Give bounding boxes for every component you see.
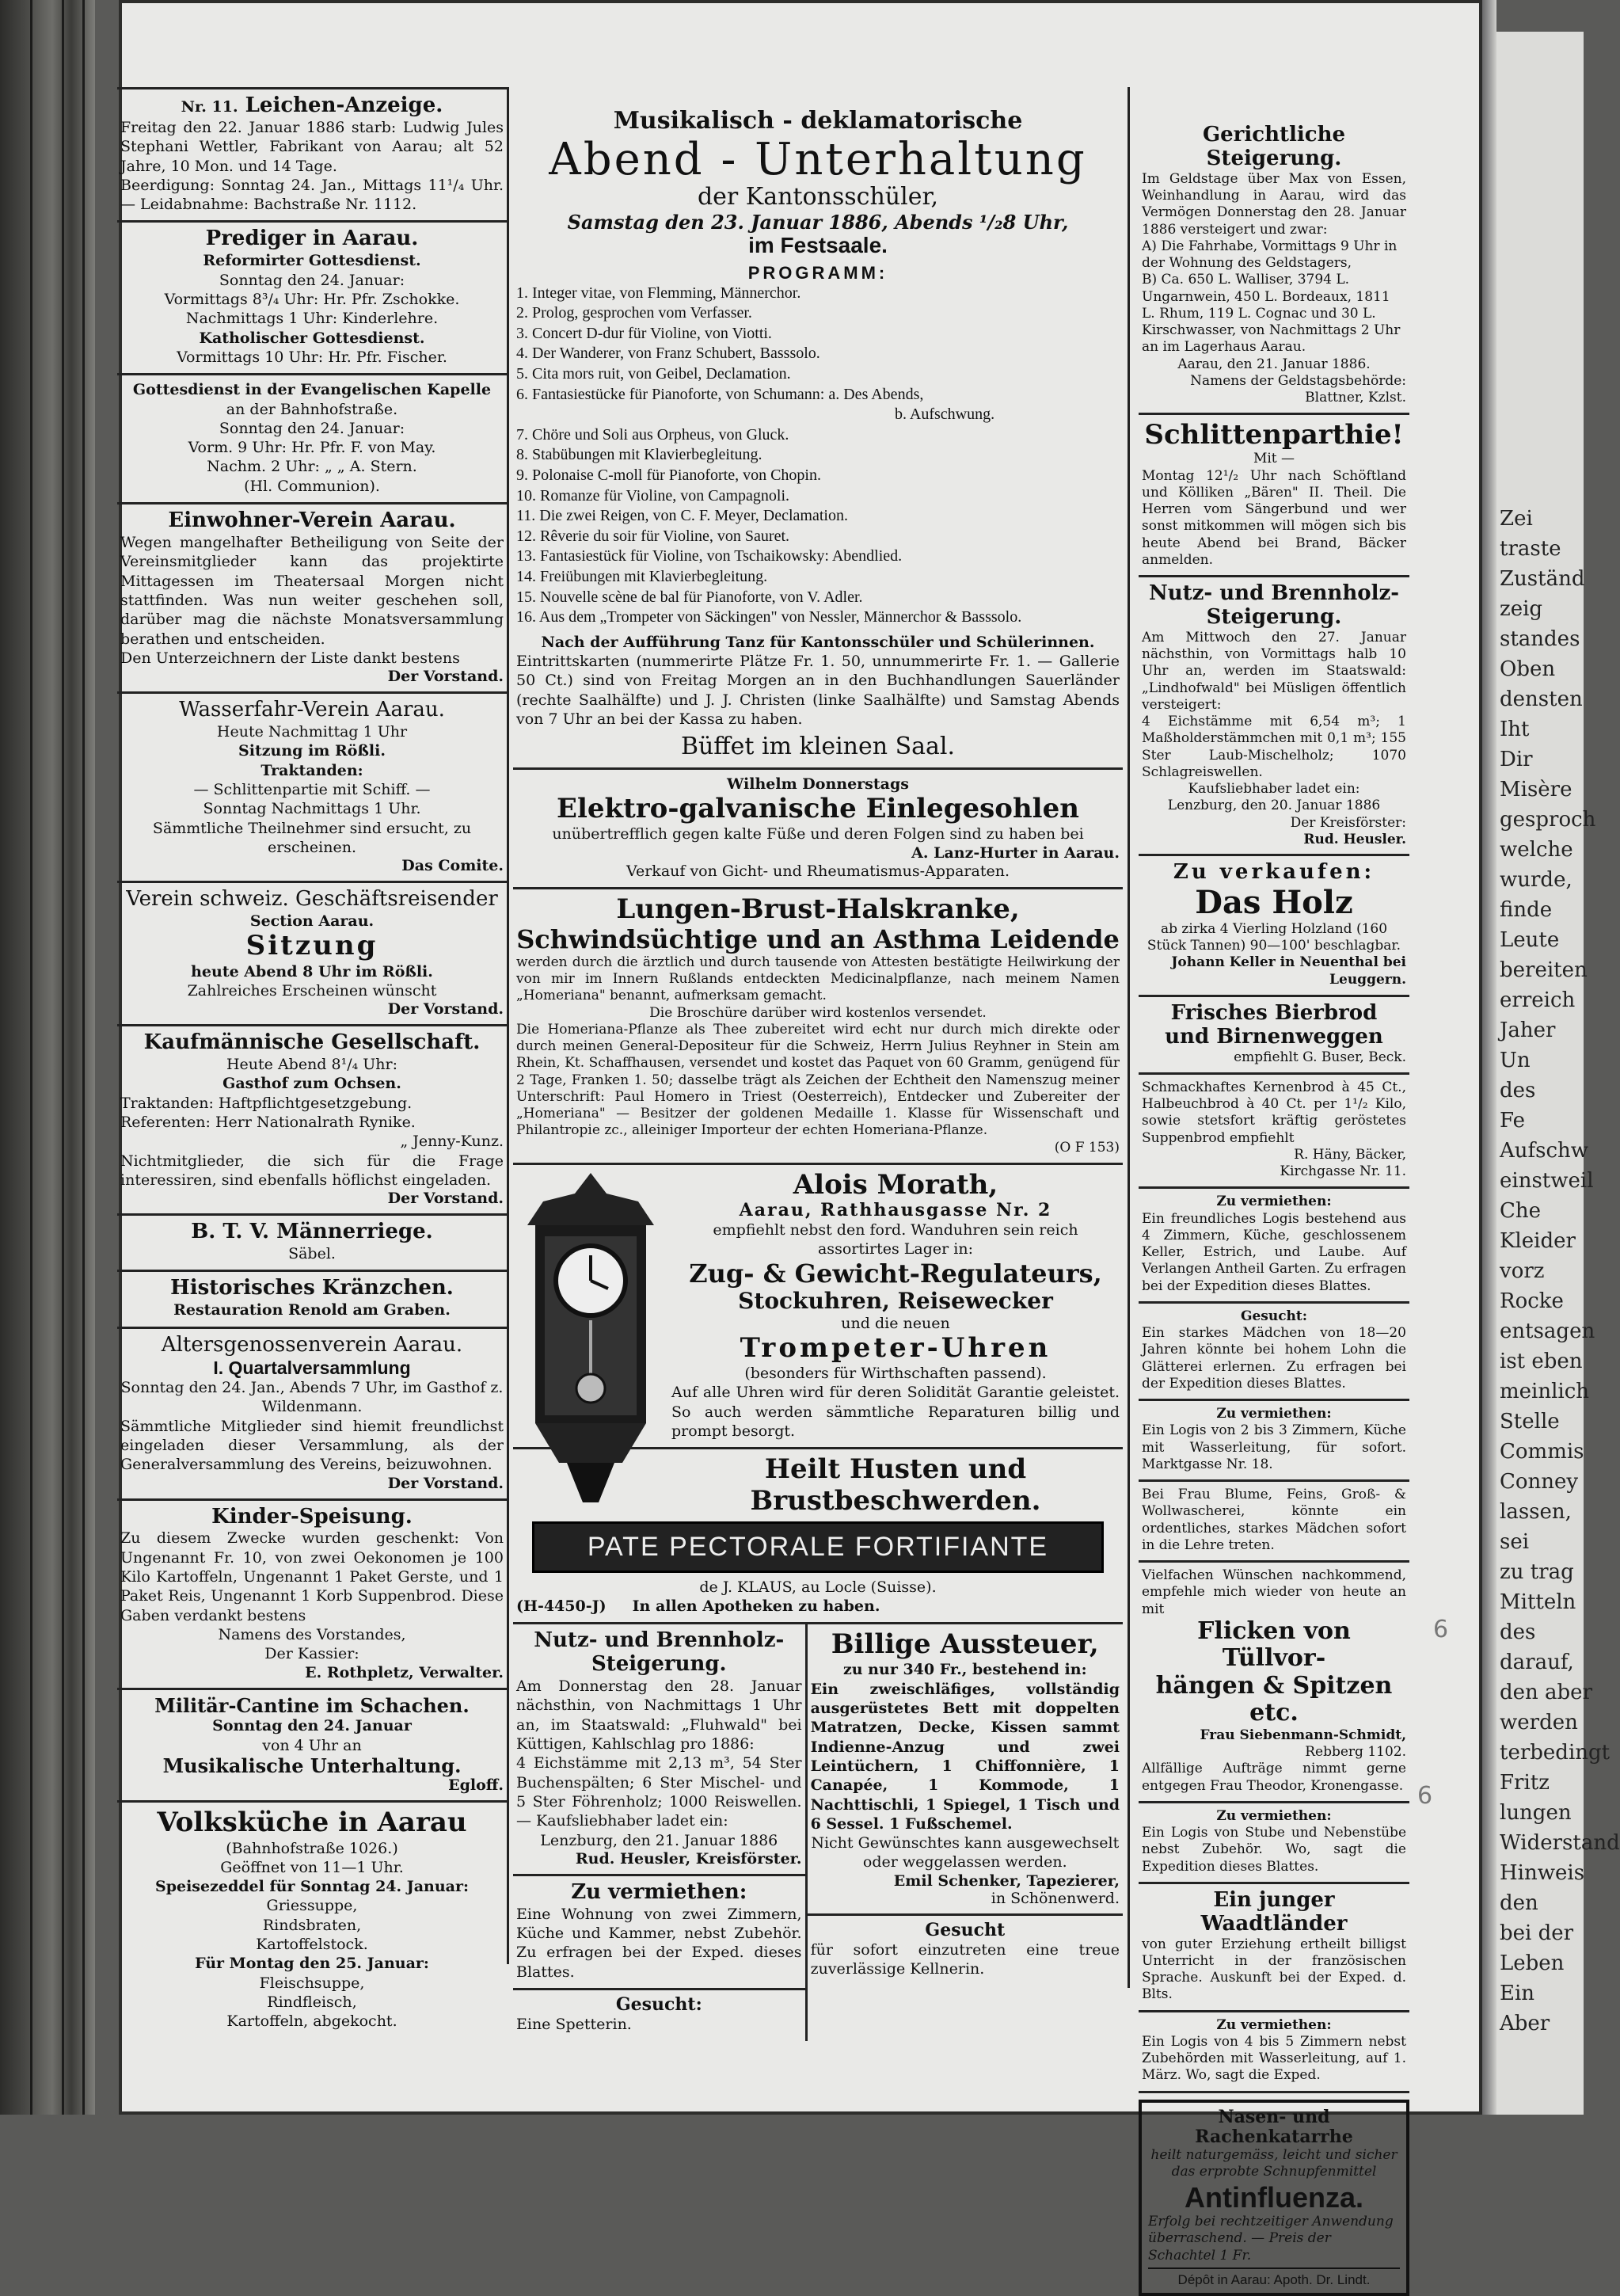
facing-page-text: ist eben — [1500, 1350, 1583, 1373]
vermieten2-ad — [1139, 1189, 1409, 1304]
alters-sub: I. Quartalversammlung — [213, 1357, 411, 1378]
waadt-body: von guter Erziehung ertheilt billigst Unterricht in der französischen Sprache. Auskunft bei der Exped. d. Blts. — [1142, 1936, 1406, 2003]
vermieten4-ad — [1139, 1803, 1409, 1884]
flicken-sig: Frau Siebenmann-Schmidt, — [1200, 1727, 1406, 1743]
facing-page-text: Commis — [1500, 1440, 1584, 1464]
facing-page-text: Zei — [1500, 507, 1533, 531]
facing-page-text: den — [1500, 1891, 1538, 1915]
facing-page-text: Fritz — [1500, 1771, 1550, 1795]
antinf-pre: Nasen- und Rachenkatarrhe — [1195, 2106, 1353, 2147]
prog-item-1: 1. Integer vitae, von Flemming, Männerchor. — [516, 284, 801, 302]
husten-foot: In allen Apotheken zu haben. — [632, 1597, 880, 1615]
nutz1-body: Am Mittwoch den 27. Januar nächsthin, von Vormittags halb 10 Uhr an, werden im Staatswald: „Lindhofwald" bei Müsligen öffentlich versteigert: — [1142, 629, 1406, 713]
antinf-title: Antinfluenza. — [1185, 2180, 1363, 2214]
facing-page-text: Conney — [1500, 1470, 1579, 1494]
facing-page-text: des — [1500, 1079, 1536, 1102]
kinder-sig3: E. Rothpletz, Verwalter. — [305, 1663, 504, 1681]
facing-page-text: zeig — [1500, 597, 1543, 621]
kinder-title: Kinder-Speisung. — [211, 1504, 413, 1529]
kernenbrod-sig2: Kirchgasse Nr. 11. — [1280, 1163, 1406, 1180]
morath-line5: (besonders für Wirthschaften passend). — [744, 1365, 1047, 1383]
morath-line2: Stockuhren, Reisewecker — [738, 1287, 1053, 1314]
geschaeft-sig: Der Vorstand. — [387, 1000, 504, 1019]
steigerung-ad — [1139, 119, 1409, 415]
verkaufen-title: Zu verkaufen: — [1173, 859, 1375, 884]
nutz1-body2: 4 Eichstämme mit 6,54 m³; 1 Maßholderstämmchen mit 0,1 m³; 155 Ster Laub-Mischelholz; 1070 Schlagreiswellen. — [1142, 714, 1406, 780]
kaufm-line-5: „ Jenny-Kunz. — [400, 1133, 504, 1151]
facing-page-text: finde — [1500, 898, 1553, 922]
einwohner-title: Einwohner-Verein Aarau. — [168, 508, 456, 533]
facing-page-text: lungen — [1500, 1801, 1572, 1825]
aussteuer-body2: Nicht Gewünschtes kann ausgewechselt oder weggelassen werden. — [811, 1834, 1120, 1871]
volks-line-10: Kartoffeln, abgekocht. — [226, 2012, 397, 2031]
einwohner-ad — [117, 505, 507, 694]
wasserfahr-line-4: — Schlittenpartie mit Schiff. — — [193, 781, 431, 798]
antinf-body2: Erfolg bei rechtzeitiger Anwendung überraschend. — Preis der Schachtel 1 Fr. — [1148, 2214, 1394, 2264]
volks-line-3: Speisezeddel für Sonntag 24. Januar: — [154, 1878, 470, 1896]
vermieten4-body: Ein Logis von Stube und Nebenstübe nebst Zubehör. Wo, sagt die Expedition dieses Blattes. — [1142, 1825, 1406, 1875]
vermieten3-ad — [1139, 1401, 1409, 1482]
wasserfahr-line-1: Heute Nachmittag 1 Uhr — [216, 723, 408, 741]
volks-line-7: Für Montag den 25. Januar: — [195, 1955, 429, 1973]
vermieten2-title: Zu vermiethen: — [1216, 1194, 1332, 1210]
lungen-code: (O F 153) — [1054, 1139, 1120, 1156]
btv-sub: Säbel. — [288, 1245, 336, 1263]
flicken-title1: Flicken von Tüllvor- — [1197, 1616, 1351, 1673]
evangel-line-1: an der Bahnhofstraße. — [226, 400, 398, 418]
antinf-depot: Dépôt in Aarau: Apoth. Dr. Lindt. — [1148, 2267, 1400, 2288]
elektro-ad — [513, 770, 1123, 889]
prog-item-14: 14. Freiübungen mit Klavierbegleitung. — [516, 567, 768, 585]
prog-item-16: 16. Aus dem „Trompeter von Säckingen" von Nessler, Männerchor & Basssolo. — [516, 608, 1022, 626]
facing-page-text: meinlich — [1500, 1380, 1590, 1403]
facing-page-text: Widerstand — [1500, 1831, 1620, 1855]
facing-page-text: sei — [1500, 1530, 1530, 1554]
kraenzchen-ad — [117, 1272, 507, 1328]
leichen-body: Freitag den 22. Januar 1886 starb: Ludwig Jules Stephani Wettler, Fabrikant von Aarau; alt 52 Jahre, 10 Mon. und 14 Tage. — [120, 118, 504, 175]
pencil-mark-1: 6 — [1433, 1616, 1449, 1643]
abend-of: der Kantonsschüler, — [697, 183, 939, 211]
blume-body: Bei Frau Blume, Feins, Groß- & Wollwascherei, könnte ein ordentliches, starkes Mädchen sofort in die Lehre treten. — [1142, 1487, 1406, 1553]
kinder-ad — [117, 1501, 507, 1690]
column-rule-left — [507, 87, 509, 1964]
prediger-ad — [117, 223, 507, 375]
nutz2-title2: Steigerung. — [591, 1652, 727, 1677]
kernenbrod-ad — [1139, 1075, 1409, 1190]
abend-buffet: Büffet im kleinen Saal. — [680, 733, 956, 761]
vermieten5-body: Ein Logis von 4 bis 5 Zimmern nebst Zubehörden mit Wasserleitung, auf 1. März. Wo, sagt die Exped. — [1142, 2033, 1406, 2084]
kernenbrod-sig: R. Häny, Bäcker, — [1294, 1146, 1406, 1163]
nutz1-sig: Der Kreisförster: — [1290, 814, 1406, 831]
kath-title: Katholischer Gottesdienst. — [199, 329, 425, 347]
wasserfahr-line-5: Sonntag Nachmittags 1 Uhr. — [203, 800, 421, 818]
elektro-pre: Wilhelm Donnerstags — [727, 775, 909, 793]
leichen-nr: Nr. 11. — [181, 98, 238, 116]
morath-addr: Aarau, Rathhausgasse Nr. 2 — [739, 1199, 1052, 1220]
bierbrod-title2: und Birnenweggen — [1165, 1024, 1383, 1049]
elektro-seller: A. Lanz-Hurter in Aarau. — [911, 843, 1120, 862]
facing-page-text: Misère — [1500, 778, 1572, 802]
abend-pre: Musikalisch - deklamatorische — [613, 107, 1023, 135]
abend-tanz: Nach der Aufführung Tanz für Kantonsschüler und Schülerinnen. — [541, 633, 1095, 651]
prog-item-6: 6. Fantasiestücke für Pianoforte, von Schumann: a. Des Abends, — [516, 385, 924, 403]
ref-line-1: Sonntag den 24. Januar: — [219, 271, 405, 289]
elektro-foot: Verkauf von Gicht- und Rheumatismus-Apparaten. — [626, 862, 1010, 880]
kaufm-line-2: Gasthof zum Ochsen. — [222, 1075, 401, 1093]
prog-item-4: 4. Der Wanderer, von Franz Schubert, Basssolo. — [516, 345, 820, 363]
left-column — [117, 87, 507, 2038]
aussteuer-body: Ein zweischläfiges, vollständig ausgerüstetes Bett mit doppelten Matratzen, Decke, Kissen sammt Indienne-Anzug und zwei Leintüchern, 1 Chiffonnière, 1 Canapée, 1 Kommode, 1 Nachttischli, 1 Spiegel, 1 Tisch und 6 Sessel. 1 Fußschemel. — [810, 1680, 1120, 1833]
prog-item-9: 9. Polonaise C-moll für Pianoforte, von Chopin. — [516, 466, 821, 485]
facing-page-text: Rocke — [1500, 1289, 1564, 1313]
gesucht1-body: Eine Spetterin. — [516, 2016, 632, 2034]
bierbrod-ad — [1139, 997, 1409, 1075]
facing-page-text: Fe — [1500, 1109, 1526, 1133]
kraenzchen-title: Historisches Kränzchen. — [170, 1276, 454, 1300]
geschaeft-line-1: heute Abend 8 Uhr im Rößli. — [191, 962, 433, 980]
facing-page-text: werden — [1500, 1711, 1578, 1734]
facing-page-text: welche — [1500, 838, 1573, 862]
husten-code-line — [516, 1597, 1120, 1616]
steigerung-body: Im Geldstage über Max von Essen, Weinhandlung in Aarau, wird das Vermögen Donnerstag den 28. Januar 1886 versteigert und zwar: — [1142, 170, 1406, 238]
lungen-title1: Lungen-Brust-Halskranke, — [616, 893, 1020, 925]
facing-page-text: erreich — [1500, 988, 1576, 1012]
steigerung-sig2: Blattner, Kzlst. — [1305, 390, 1406, 406]
morath-name: Alois Morath, — [793, 1168, 998, 1201]
flicken-title2: hängen & Spitzen etc. — [1155, 1671, 1393, 1727]
cantine-title: Militär-Cantine im Schachen. — [154, 1693, 470, 1717]
nutz2-ad — [513, 1624, 805, 1876]
wall-clock-illustration — [519, 1170, 662, 1510]
steigerung-sig: Namens der Geldstagsbehörde: — [1190, 372, 1406, 389]
btv-ad — [117, 1216, 507, 1272]
aussteuer-sig2: in Schönenwerd. — [991, 1889, 1120, 1907]
aussteuer-gesucht: Gesucht — [925, 1919, 1006, 1940]
elektro-body: unübertrefflich gegen kalte Füße und deren Folgen sind zu haben bei — [552, 825, 1084, 843]
facing-page-text: lassen, — [1500, 1500, 1572, 1524]
aussteuer-price: zu nur 340 Fr., bestehend in: — [842, 1661, 1087, 1679]
facing-page-text: Leben — [1500, 1951, 1565, 1975]
kinder-sig1: Namens des Vorstandes, — [218, 1626, 406, 1643]
wasserfahr-ad — [117, 694, 507, 883]
facing-page-text: vorz — [1500, 1259, 1545, 1283]
volks-ad — [117, 1803, 507, 2037]
facing-page-text: darauf, — [1500, 1651, 1574, 1674]
lungen-body3: Die Homeriana-Pflanze als Thee zubereitet wird echt nur durch mich direkte oder durch meinen General-Depositeur für die Schweiz, Herrn Julius Reyhner in Stein am Rhein, Kt. Schaffhausen, versendet und kostet das Paquet von 60 Gramm, genügend für 2 Tage, Franken 1. 50; dasselbe trägt als Zeichen der Echtheit den Namenszug meiner Unterschrift: Paul Homero in Triest (Oesterreich), Entdecker und Zubereiter der „Homeriana" — Besitzer der goldenen Medaille 1. Klasse für Wissenschaft und Philantropie zc., alleiniger Importeur der echten Homeriana-Pflanze. — [516, 1021, 1120, 1139]
nutz2-title1: Nutz- und Brennholz- — [534, 1628, 785, 1653]
einwohner-sig: Der Vorstand. — [387, 668, 504, 686]
geschaeft-ad — [117, 883, 507, 1026]
morath-line1: Zug- & Gewicht-Regulateurs, — [689, 1258, 1102, 1289]
facing-page-text: densten — [1500, 687, 1583, 711]
leichen-title: Leichen-Anzeige. — [245, 93, 443, 117]
prog-item-7: 7. Chöre und Soli aus Orpheus, von Gluck. — [516, 425, 789, 444]
antinfluenza-ad — [1139, 2100, 1409, 2296]
volks-line-5: Rindsbraten, — [262, 1916, 362, 1934]
nutz1-body3: Kaufsliebhaber ladet ein: — [1188, 781, 1360, 798]
geschaeft-line-2: Zahlreiches Erscheinen wünscht — [187, 981, 437, 1000]
middle-column — [513, 103, 1123, 2041]
nutz2-body2: 4 Eichstämme mit 2,13 m³, 54 Ster Buchenspälten; 6 Ster Mischel- und 5 Ster Föhrenholz; 1000 Reiswellen. — Kaufsliebhaber ladet ein: — [516, 1754, 802, 1830]
vermieten3-title: Zu vermiethen: — [1216, 1406, 1332, 1422]
flicken-ad — [1139, 1563, 1409, 1803]
aussteuer-ad — [808, 1624, 1123, 1916]
cantine-line-2: von 4 Uhr an — [262, 1736, 362, 1754]
volks-line-9: Rindfleisch, — [267, 1993, 357, 2012]
volks-line-8: Fleischsuppe, — [259, 1974, 365, 1992]
alters-ad — [117, 1329, 507, 1501]
facing-page-text: Iht — [1500, 718, 1530, 741]
facing-page-text: traste — [1500, 537, 1561, 561]
wasserfahr-line-6: Sämmtliche Theilnehmer sind ersucht, zu erscheinen. — [152, 819, 472, 856]
gesucht2-ad — [1139, 1304, 1409, 1401]
schlitten-body: Montag 12¹/₂ Uhr nach Schöftland und Kölliken „Bären" II. Theil. Die Herren vom Sängerbund und wer sonst mitkommen will mögen sich bis heute Abend bei Brand, Bäcker anmelden. — [1142, 467, 1406, 568]
evangel-title: Gottesdienst in der Evangelischen Kapelle — [132, 381, 492, 399]
wasserfahr-sig: Das Comite. — [401, 857, 504, 875]
leichen-burial: Beerdigung: Sonntag 24. Jan., Mittags 11¹/₄ Uhr. — Leidabnahme: Bachstraße Nr. 1112. — [120, 176, 504, 214]
abend-prog-title: PROGRAMM: — [747, 263, 888, 284]
husten-title: Heilt Husten und Brustbeschwerden. — [750, 1453, 1041, 1517]
facing-page-text: zu trag — [1500, 1560, 1574, 1584]
alters-line-1: Sonntag den 24. Jan., Abends 7 Uhr, im Gasthof z. Wildenmann. — [120, 1378, 504, 1416]
kaufm-line-6: Nichtmitglieder, die sich für die Frage interessiren, sind ebenfalls höflichst eingeladen. — [120, 1152, 504, 1189]
waadt-title: Ein junger Waadtländer — [1200, 1887, 1348, 1936]
facing-page-text: entsagen — [1500, 1319, 1595, 1343]
bierbrod-title1: Frisches Bierbrod — [1170, 1000, 1378, 1025]
elektro-title: Elektro-galvanische Einlegesohlen — [557, 793, 1079, 825]
facing-page-text: bei der — [1500, 1921, 1574, 1945]
prog-item-6b: b. Aufschwung. — [895, 406, 995, 424]
abend-place: im Festsaale. — [748, 233, 888, 258]
evangel-line-2: Sonntag den 24. Januar: — [219, 419, 405, 437]
evangel-line-3: Vorm. 9 Uhr: Hr. Pfr. F. von May. — [188, 439, 436, 457]
steigerung-b: B) Ca. 650 L. Walliser, 3794 L. Ungarnwein, 450 L. Bordeaux, 1811 L. Rhum, 119 L. Cognac und 30 L. Kirschwasser, von Nachmittags 2 Uhr an im Lagerhaus Aarau. — [1142, 272, 1401, 356]
volks-line-2: Geöffnet von 11—1 Uhr. — [220, 1858, 404, 1876]
facing-page-text: Kleider — [1500, 1229, 1576, 1253]
kaufm-line-1: Heute Abend 8¹/₄ Uhr: — [226, 1056, 398, 1074]
nutz1-sig2: Rud. Heusler. — [1303, 831, 1406, 847]
geschaeft-section: Section Aarau. — [249, 912, 375, 931]
mid-bottom-left — [513, 1624, 808, 2040]
prog-item-13: 13. Fantasiestück für Violine, von Tschaikowsky: Abendlied. — [516, 547, 903, 565]
verkaufen-body: ab zirka 4 Vierling Holzland (160 Stück Tannen) 90—100' beschlagbar. — [1147, 920, 1401, 954]
alters-title: Altersgenossenverein Aarau. — [161, 1332, 463, 1357]
kath-line: Vormittags 10 Uhr: Hr. Pfr. Fischer. — [177, 348, 447, 366]
vermieten5-title: Zu vermiethen: — [1216, 2016, 1332, 2033]
husten-code: (H-4450-J) — [516, 1597, 607, 1615]
facing-page-text: terbedingt — [1500, 1741, 1610, 1765]
facing-page-text: Aufschw — [1500, 1139, 1589, 1163]
facing-page-text: standes — [1500, 627, 1580, 651]
facing-page-text: Leute — [1500, 928, 1560, 952]
prog-item-2: 2. Prolog, gesprochen vom Verfasser. — [516, 304, 752, 322]
volks-line-1: (Bahnhofstraße 1026.) — [226, 1839, 398, 1857]
vermieten3-body: Ein Logis von 2 bis 3 Zimmern, Küche mit Wasserleitung, für sofort. Marktgasse Nr. 18. — [1142, 1422, 1406, 1472]
facing-page-text: Stelle — [1500, 1410, 1560, 1434]
volks-line-4: Griessuppe, — [266, 1897, 358, 1915]
prog-item-15: 15. Nouvelle scène de bal für Pianoforte, von V. Adler. — [516, 588, 863, 606]
morath-line4: Trompeter-Uhren — [740, 1332, 1051, 1365]
prog-item-11: 11. Die zwei Reigen, von C. F. Meyer, Declamation. — [516, 507, 848, 525]
prediger-title: Prediger in Aarau. — [205, 227, 419, 251]
nutz2-sig: Rud. Heusler, Kreisförster. — [575, 1849, 802, 1868]
aussteuer-sig: Emil Schenker, Tapezierer, — [893, 1871, 1120, 1890]
prog-item-8: 8. Stabübungen mit Klavierbegleitung. — [516, 446, 762, 464]
vermieten2-body: Ein freundliches Logis bestehend aus 4 Zimmern, Küche, geschlossenem Keller, Estrich, und Laube. Auf Verlangen Antheil Garten. Zu erfragen bei der Expedition dieses Blattes. — [1142, 1210, 1406, 1294]
nutz1-title1: Nutz- und Brennholz- — [1148, 581, 1400, 606]
steigerung-a: A) Die Fahrhabe, Vormittags 9 Uhr in der Wohnung des Geldstagers, — [1142, 238, 1398, 272]
nutz1-ad — [1139, 577, 1409, 856]
abend-tickets: Eintrittskarten (nummerirte Plätze Fr. 1. 50, unnummerirte Fr. 1. — Gallerie 50 Ct.) sind von Freitag Morgen an in den Buchhandlungen Sauerländer (rechte Saalhälfte) und J. J. Christen (linke Saalhälfte) und Samstag Abends von 7 Uhr an bei der Kassa zu haben. — [516, 653, 1120, 729]
facing-page-text: bereiten — [1500, 958, 1588, 982]
gesucht1-title: Gesucht: — [615, 1993, 702, 2015]
steigerung-title: Gerichtliche Steigerung. — [1202, 123, 1346, 170]
aussteuer-title: Billige Aussteuer, — [831, 1628, 1099, 1661]
facing-page-text: Jaher — [1500, 1019, 1556, 1042]
facing-page-text: Oben — [1500, 657, 1556, 681]
facing-page-text: des — [1500, 1620, 1536, 1644]
facing-page-text: wurde, — [1500, 868, 1572, 892]
prog-item-3: 3. Concert D-dur für Violine, von Viotti. — [516, 324, 772, 342]
waadt-ad — [1139, 1884, 1409, 2012]
facing-page-text: einstweil — [1500, 1169, 1594, 1193]
kaufm-line-3: Traktanden: Haftpflichtgesetzgebung. — [120, 1094, 413, 1112]
abend-title: Abend - Unterhaltung — [549, 133, 1087, 185]
flicken-pre: Vielfachen Wünschen nachkommend, empfehle mich wieder von heute an mit — [1142, 1567, 1406, 1617]
morath-foot: Auf alle Uhren wird für deren Solidität Garantie geleistet. So auch werden sämmtliche Reparaturen billig und prompt besorgt. — [671, 1384, 1120, 1441]
wasserfahr-title: Wasserfahr-Verein Aarau. — [179, 698, 445, 722]
evangel-line-5: (Hl. Communion). — [244, 477, 380, 495]
facing-page-text: Un — [1500, 1049, 1531, 1072]
lungen-body: werden durch die ärztlich und durch tausende von Attesten bestätigte Heilwirkung der von mir im Innern Rußlands entdeckten Medicinalpflanze, nach meinem Namen „Homeriana" benannt, aufmerksam gemacht. — [516, 954, 1120, 1004]
husten-maker: de J. KLAUS, au Locle (Suisse). — [699, 1578, 937, 1596]
aussteuer-gesucht-body: für sofort einzutreten eine treue zuverlässige Kellnerin. — [810, 1941, 1120, 1978]
vermieten4-title: Zu vermiethen: — [1216, 1807, 1332, 1824]
steigerung-date: Aarau, den 21. Januar 1886. — [1177, 356, 1371, 372]
facing-page-text: Aber — [1500, 2012, 1550, 2035]
schlitten-mit: Mit — — [1253, 451, 1295, 467]
prog-item-12: 12. Rêverie du soir für Violine, von Sauret. — [516, 527, 790, 545]
leichen-anzeige — [117, 87, 507, 223]
flicken-body: Allfällige Aufträge nimmt gerne entgegen Frau Theodor, Kronengasse. — [1142, 1761, 1406, 1794]
bierbrod-sig: empfiehlt G. Buser, Beck. — [1234, 1049, 1406, 1065]
right-column — [1139, 119, 1409, 2296]
gesucht-kellnerin-ad — [808, 1916, 1123, 1986]
lungen-title2: Schwindsüchtige und an Asthma Leidende — [516, 923, 1120, 954]
gesucht2-body: Ein starkes Mädchen von 18—20 Jahren könnte bei hohem Lohn die Glätterei erlernen. Zu erfragen bei der Expedition dieses Blattes. — [1142, 1325, 1406, 1392]
nutz2-date: Lenzburg, den 21. Januar 1886 — [540, 1831, 778, 1849]
verkaufen-ad — [1139, 856, 1409, 997]
facing-page-text: den aber — [1500, 1681, 1592, 1704]
schlitten-title: Schlittenparthie! — [1144, 419, 1404, 451]
vermieten1-body: Eine Wohnung von zwei Zimmern, Küche und Kammer, nebst Zubehör. Zu erfragen bei der Exped. dieses Blattes. — [516, 1905, 802, 1981]
schlitten-ad — [1139, 415, 1409, 577]
btv-title: B. T. V. Männerriege. — [191, 1220, 433, 1244]
cantine-line-1: Sonntag den 24. Januar — [212, 1717, 412, 1735]
cantine-line-3: Musikalische Unterhaltung. — [162, 1753, 462, 1777]
evangel-line-4: Nachm. 2 Uhr: „ „ A. Stern. — [207, 458, 417, 476]
cantine-sig: Egloff. — [448, 1776, 504, 1795]
prog-item-5: 5. Cita mors ruit, von Geibel, Declamation. — [516, 365, 791, 383]
kaufm-title: Kaufmännische Gesellschaft. — [143, 1030, 481, 1055]
einwohner-body: Wegen mangelhafter Betheiligung von Seite der Vereinsmitglieder kann das projektirte Mittagessen im Theatersaal Morgen nicht stattfinden. Was nun weiter geschehen soll, darüber mag die nächste Monatsversammlung berathen und entscheiden. — [120, 533, 504, 648]
mid-bottom-right — [808, 1624, 1123, 2040]
gesucht1-ad — [513, 1990, 805, 2041]
morath-ad — [513, 1165, 1123, 1450]
ref-line-3: Nachmittags 1 Uhr: Kinderlehre. — [185, 310, 439, 328]
facing-page-text: Mitteln — [1500, 1590, 1576, 1614]
vermieten1-ad — [513, 1876, 805, 1990]
nutz1-date: Lenzburg, den 20. Januar 1886 — [1167, 798, 1381, 814]
kraenzchen-sub: Restauration Renold am Graben. — [173, 1301, 451, 1319]
book-binding — [0, 0, 95, 2115]
gesucht2-title: Gesucht: — [1240, 1308, 1308, 1324]
vermieten5-ad — [1139, 2012, 1409, 2093]
blume-ad — [1139, 1482, 1409, 1563]
geschaeft-sitzung: Sitzung — [245, 930, 378, 962]
kernenbrod-body: Schmackhaftes Kernenbrod à 45 Ct., Halbeuchbrod à 40 Ct. per 1¹/₂ Kilo, sowie stetsfort kräftig geröstetes Suppenbrod empfiehlt — [1142, 1079, 1406, 1146]
verkaufen-sig: Johann Keller in Neuenthal bei Leuggern. — [1171, 954, 1406, 988]
kaufm-sig: Der Vorstand. — [387, 1190, 504, 1208]
volks-line-6: Kartoffelstock. — [256, 1936, 368, 1954]
facing-page-text: Hinweis — [1500, 1861, 1585, 1885]
prog-item-10: 10. Romanze für Violine, von Campagnoli. — [516, 486, 790, 505]
nutz2-body: Am Donnerstag den 28. Januar nächsthin, von Nachmittags 1 Uhr an, im Staatswald: „Fluhwald" bei Küttigen, Kahlschlag pro 1886: — [516, 1677, 802, 1753]
facing-page-text: Ein — [1500, 1982, 1535, 2005]
pencil-mark-2: 6 — [1417, 1782, 1433, 1810]
ref-title: Reformirter Gottesdienst. — [203, 252, 421, 270]
geschaeft-title: Verein schweiz. Geschäftsreisender — [126, 887, 498, 912]
facing-page-text: gesproch — [1500, 808, 1596, 832]
einwohner-body2: Den Unterzeichnern der Liste dankt bestens — [120, 649, 460, 667]
vermieten1-title: Zu vermiethen: — [571, 1879, 747, 1904]
alters-line-2: Sämmtliche Mitglieder sind hiemit freundlichst eingeladen dieser Versammlung, als der Generalversammlung des Vereins, beizuwohnen. — [120, 1417, 504, 1474]
facing-page-text: Dir — [1500, 748, 1533, 771]
ref-line-2: Vormittags 8³/₄ Uhr: Hr. Pfr. Zschokke. — [164, 290, 460, 308]
mid-bottom-row — [513, 1624, 1123, 2040]
verkaufen-big: Das Holz — [1195, 883, 1353, 921]
facing-page-text: Che — [1500, 1199, 1542, 1223]
lungen-ad — [513, 889, 1123, 1165]
evangel-ad — [117, 375, 507, 505]
wasserfahr-line-3: Traktanden: — [260, 761, 363, 779]
antinf-body: heilt naturgemäss, leicht und sicher das erprobte Schnupfenmittel — [1150, 2147, 1398, 2180]
morath-line3: und die neuen — [841, 1314, 950, 1332]
lungen-body2: Die Broschüre darüber wird kostenlos versendet. — [649, 1004, 987, 1021]
alters-sig: Der Vorstand. — [387, 1474, 504, 1492]
husten-banner: PATE PECTORALE FORTIFIANTE — [532, 1521, 1104, 1573]
nutz1-title2: Steigerung. — [1206, 605, 1342, 630]
kinder-body: Zu diesem Zwecke wurden geschenkt: Von Ungenannt Fr. 10, von zwei Oekonomen je 100 Kilo Kartoffeln, Ungenannt 1 Paket Gerste, und 1 Paket Reis, Ungenannt 1 Korb Suppenbrod. Diese Gaben verdankt bestens — [120, 1529, 504, 1624]
facing-page-text: Zuständ — [1500, 567, 1585, 591]
flicken-sig2: Rebberg 1102. — [1305, 1744, 1406, 1761]
cantine-ad — [117, 1690, 507, 1803]
kaufm-line-4: Referenten: Herr Nationalrath Rynike. — [120, 1114, 416, 1131]
morath-body: empfiehlt nebst den ford. Wanduhren sein reich assortirtes Lager in: — [713, 1221, 1078, 1258]
abend-ad — [513, 103, 1123, 770]
volks-title: Volksküche in Aarau — [157, 1807, 467, 1839]
kinder-sig2: Der Kassier: — [264, 1645, 359, 1663]
column-rule-right — [1128, 87, 1130, 1988]
facing-page-fragment — [1489, 32, 1620, 2115]
wasserfahr-line-2: Sitzung im Rößli. — [238, 742, 386, 760]
abend-date: Samstag den 23. Januar 1886, Abends ¹/₂8 Uhr, — [567, 210, 1069, 234]
kaufm-ad — [117, 1026, 507, 1216]
